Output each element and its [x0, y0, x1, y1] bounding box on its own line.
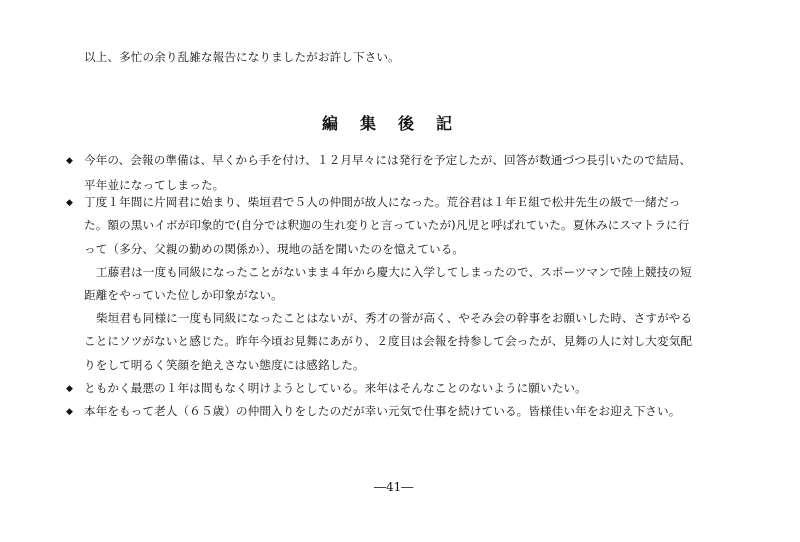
text-line: りをして明るく笑顔を絶えさない態度には感銘した。: [84, 358, 365, 372]
bullet-icon: ◆: [66, 384, 73, 394]
bullet-icon: ◆: [66, 156, 73, 166]
text-line: 平年並になってしまった。: [84, 178, 225, 192]
page-title: 編集後記: [322, 114, 475, 133]
text-line: 工藤君は一度も同級になったことがないまま４年から慶大に入学してしまったので、スポーツマンで陸上競技の短: [96, 265, 692, 279]
text-line: た。額の黒いイボが印象的で(自分では釈迦の生れ変りと言っていたが)凡児と呼ばれていた。夏休みにスマトラに行: [84, 218, 690, 232]
page-number: ―41―: [374, 480, 414, 494]
text-line: 本年をもって老人（６５歳）の仲間入りをしたのだが幸い元気で仕事を続けている。皆様佳い年をお迎え下さい。: [84, 404, 681, 418]
text-line: ことにソツがないと感じた。昨年今頃お見舞にあがり、２度目は会報を持参して会ったが、見舞の人に対し大変気配: [84, 334, 693, 348]
text-line: ともかく最悪の１年は間もなく明けようとしている。来年はそんなことのないように願いたい。: [84, 381, 587, 395]
text-line: って（多分、父親の勤めの関係か）、現地の話を聞いたのを憶えている。: [84, 242, 465, 256]
text-line: 丁度１年間に片岡君に始まり、柴垣君で５人の仲間が故人になった。荒谷君は１年Ｅ組で松井先生の級で一緒だっ: [84, 195, 681, 209]
text-line: 柴垣君も同様に一度も同級になったことはないが、秀才の誉が高く、やそみ会の幹事をお願いした時、さすがやる: [96, 311, 693, 325]
intro-line: 以上、多忙の余り乱雑な報告になりましたがお許し下さい。: [84, 50, 400, 64]
text-line: 距離をやっていた位しか印象がない。: [84, 288, 283, 302]
bullet-icon: ◆: [66, 198, 73, 208]
text-line: 今年の、会報の準備は、早くから手を付け、１２月早々には発行を予定したが、回答が数通づつ長引いたので結局、: [84, 153, 692, 167]
bullet-icon: ◆: [66, 407, 73, 417]
